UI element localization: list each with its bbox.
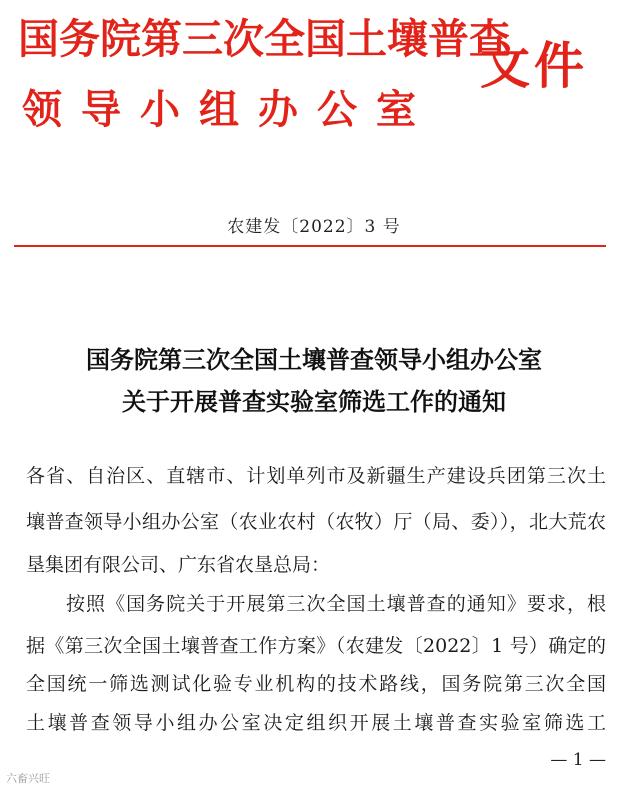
- body-text-line: 土壤普查领导小组办公室决定组织开展土壤普查实验室筛选工: [26, 712, 606, 734]
- body-text-line: 按照《国务院关于开展第三次全国土壤普查的通知》要求，根: [66, 593, 606, 615]
- body-text-line: 壤普查领导小组办公室（农业农村（农牧）厅（局、委）），北大荒农: [26, 511, 606, 533]
- document-number: 农建发〔2022〕3 号: [227, 217, 401, 237]
- red-letterhead: [0, 0, 628, 175]
- body-text-line: 全国统一筛选测试化验专业机构的技术路线，国务院第三次全国: [26, 673, 606, 695]
- watermark: 六畜兴旺: [6, 772, 50, 785]
- page-number: — 1 —: [550, 750, 606, 770]
- document-title-line-1: 国务院第三次全国土壤普查领导小组办公室: [86, 346, 542, 374]
- body-text-line: 垦集团有限公司、广东省农垦总局：: [26, 554, 331, 576]
- issuer-name-line-2: 领导小组办公室: [22, 87, 435, 133]
- document-title-line-2: 关于开展普查实验室筛选工作的通知: [122, 388, 506, 416]
- body-text-line: 据《第三次全国土壤普查工作方案》（农建发〔2022〕1 号）确定的: [26, 635, 606, 657]
- issuer-name-line-1: 国务院第三次全国土壤普查: [18, 15, 510, 63]
- red-divider-line: [14, 245, 606, 247]
- document-type-label: 文件: [480, 37, 588, 95]
- body-text-line: 各省、自治区、直辖市、计划单列市及新疆生产建设兵团第三次土: [26, 465, 606, 487]
